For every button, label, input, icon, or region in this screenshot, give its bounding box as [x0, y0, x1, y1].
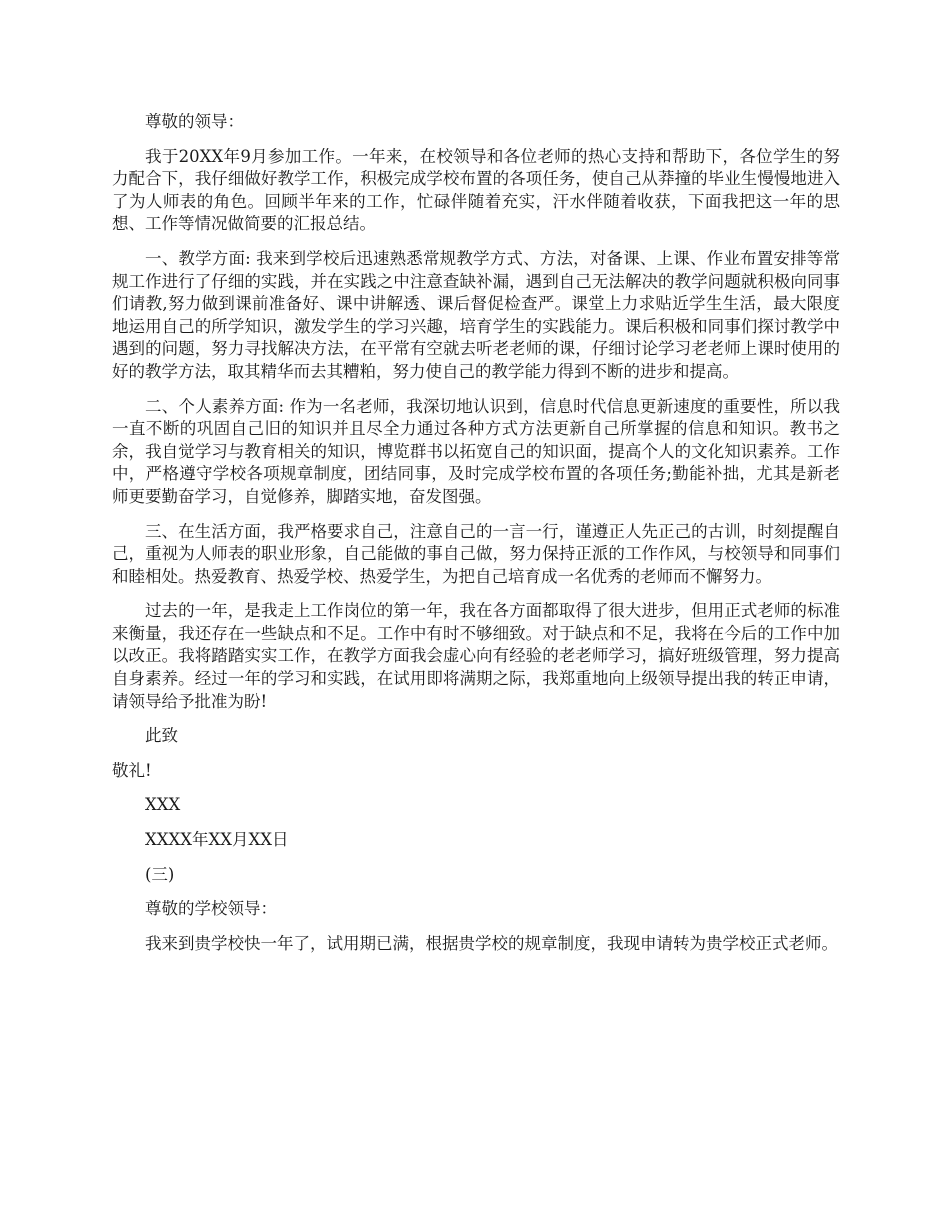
signature-date: XXXX年XX月XX日	[145, 830, 289, 850]
paragraph-summary: 过去的一年，是我走上工作岗位的第一年，我在各方面都取得了很大进步，但用正式老师的标准来衡量，我还存在一些缺点和不足。工作中有时不够细致。对于缺点和不足，我将在今后的工作中加以改正。我将踏踏实实工作，在教学方面我会虚心向有经验的老老师学习，搞好班级管理，努力提高自身素养。经过一年的学习和实践，在试用即将满期之际，我郑重地向上级领导提出我的转正申请，请领导给予批准为盼!	[112, 601, 840, 711]
document-page	[112, 111, 840, 967]
salutation-school-leaders: 尊敬的学校领导：	[145, 899, 277, 919]
salutation-leaders: 尊敬的领导：	[145, 112, 244, 131]
paragraph-intro: 我于20XX年9月参加工作。一年来，在校领导和各位老师的热心支持和帮助下，各位学生的努力配合下，我仔细做好教学工作，积极完成学校布置的各项任务，使自己从莽撞的毕业生慢慢地进入了为人师表的角色。回顾半年来的工作，忙碌伴随着充实，汗水伴随着收获，下面我把这一年的思想、工作等情况做简要的汇报总结。	[112, 146, 840, 234]
signature-name: XXX	[145, 795, 181, 815]
closing-jingli: 敬礼!	[112, 760, 152, 780]
paragraph-application: 我来到贵学校快一年了，试用期已满，根据贵学校的规章制度，我现申请转为贵学校正式老师。	[145, 933, 838, 953]
paragraph-teaching: 一、教学方面: 我来到学校后迅速熟悉常规教学方式、方法，对备课、上课、作业布置安排等常规工作进行了仔细的实践，并在实践之中注意查缺补漏，遇到自己无法解决的教学问题就积极向同事们请教,努力做到课前准备好、课中讲解透、课后督促检查严。课堂上力求贴近学生生活，最大限度地运用自己的所学知识，激发学生的学习兴趣，培育学生的实践能力。课后积极和同事们探讨教学中遇到的问题，努力寻找解决方法，在平常有空就去听老老师的课，仔细讨论学习老老师上课时使用的好的教学方法，取其精华而去其糟粕，努力使自己的教学能力得到不断的进步和提高。	[112, 248, 840, 381]
paragraph-personal-quality: 二、个人素养方面: 作为一名老师，我深切地认识到，信息时代信息更新速度的重要性，所以我一直不断的巩固自己旧的知识并且尽全力通过各种方式方法更新自己所掌握的信息和知识。教书之余，我自觉学习与教育相关的知识，博览群书以拓宽自己的知识面，提高个人的文化知识素养。工作中，严格遵守学校各项规章制度，团结同事，及时完成学校布置的各项任务;勤能补拙，尤其是新老师更要勤奋学习，自觉修养，脚踏实地，奋发图强。	[112, 396, 840, 506]
paragraph-life: 三、在生活方面，我严格要求自己，注意自己的一言一行，谨遵正人先正己的古训，时刻提醒自己，重视为人师表的职业形象，自己能做的事自己做，努力保持正派的工作作风，与校领导和同事们和睦相处。热爱教育、热爱学校、热爱学生，为把自己培育成一名优秀的老师而不懈努力。	[112, 521, 840, 586]
closing-cizhi: 此致	[145, 726, 178, 746]
section-marker: (三)	[145, 864, 175, 884]
